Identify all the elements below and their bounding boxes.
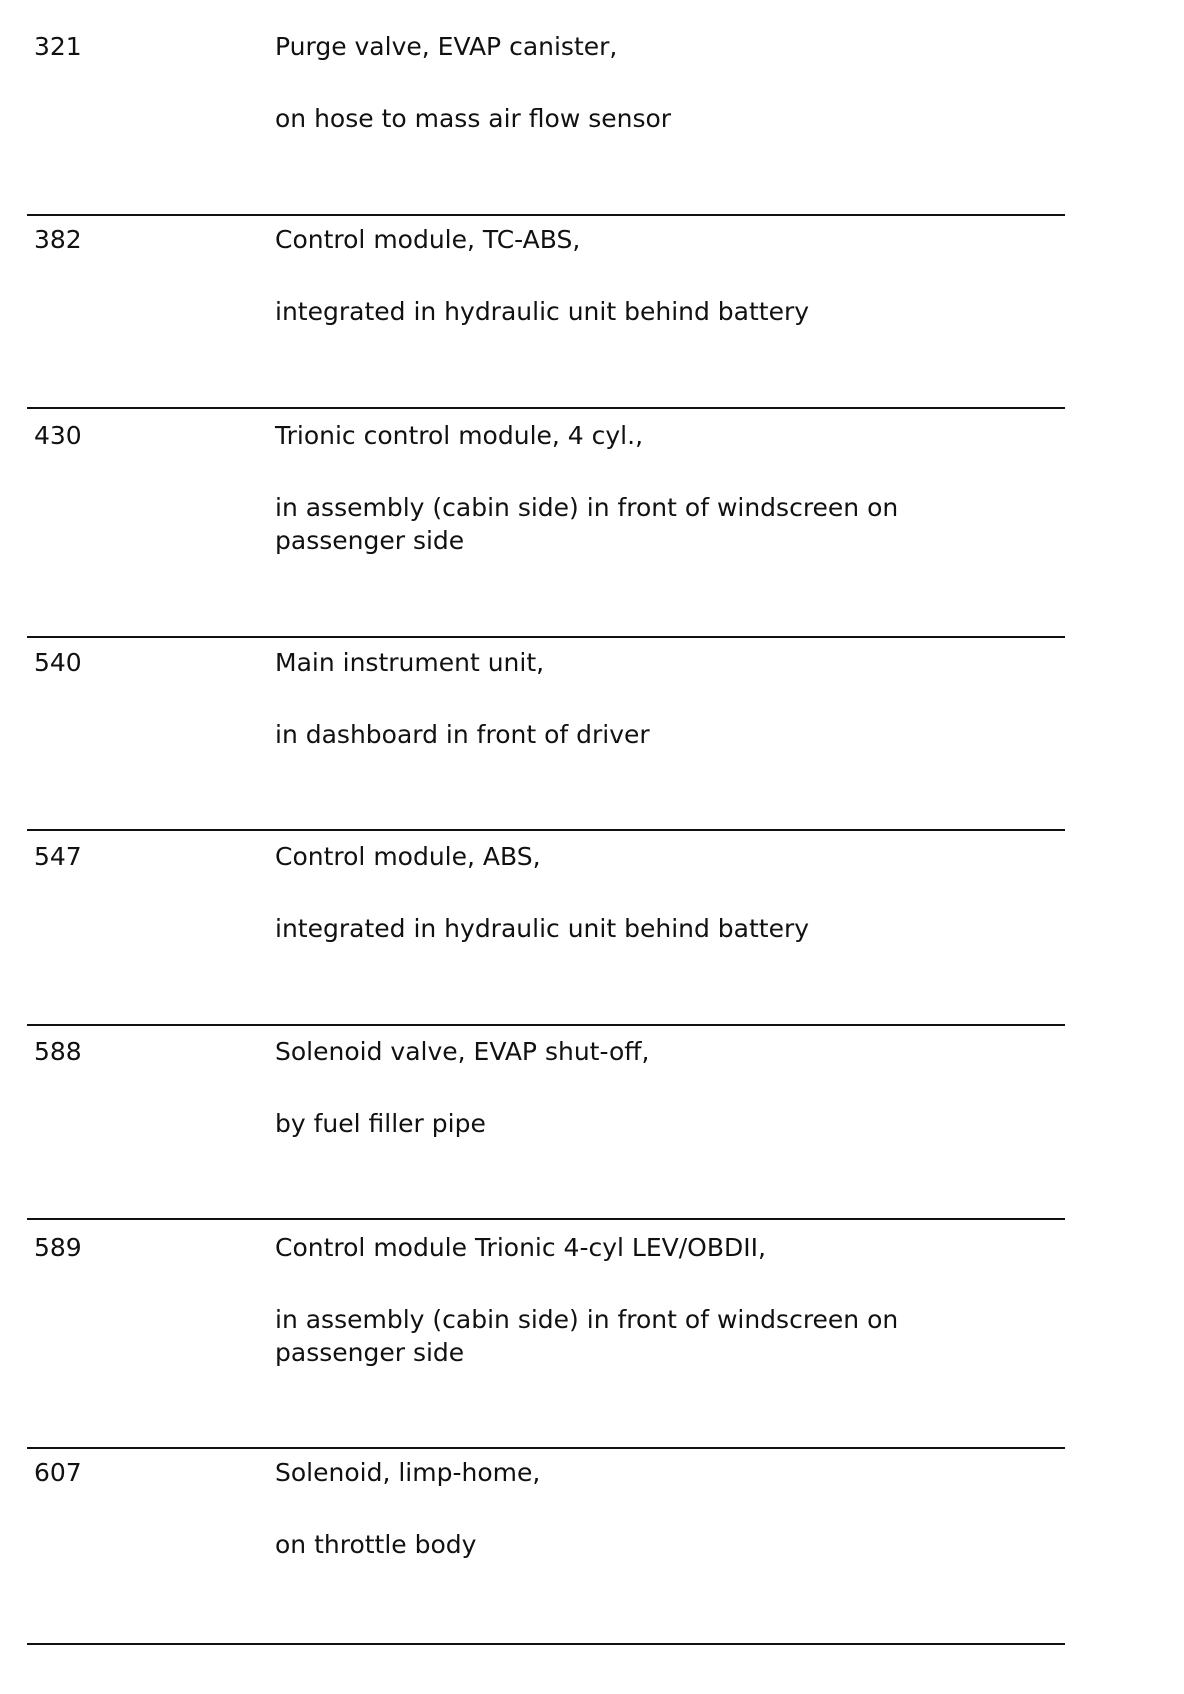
component-number: 588 xyxy=(34,1037,82,1066)
row-divider xyxy=(27,636,1065,638)
component-number: 430 xyxy=(34,421,82,450)
component-number: 382 xyxy=(34,225,82,254)
component-number: 607 xyxy=(34,1458,82,1487)
component-name: Trionic control module, 4 cyl., xyxy=(275,421,644,450)
component-name: Control module, ABS, xyxy=(275,842,541,871)
row-divider xyxy=(27,214,1065,216)
component-location: integrated in hydraulic unit behind battery xyxy=(275,297,810,326)
component-location: in assembly (cabin side) in front of windscreen on passenger side xyxy=(275,1305,899,1367)
component-number: 589 xyxy=(34,1233,82,1262)
component-location: by fuel filler pipe xyxy=(275,1109,486,1138)
component-name: Control module Trionic 4-cyl LEV/OBDII, xyxy=(275,1233,766,1262)
component-name: Solenoid valve, EVAP shut-off, xyxy=(275,1037,650,1066)
component-location: in assembly (cabin side) in front of windscreen on passenger side xyxy=(275,493,899,555)
component-location: integrated in hydraulic unit behind battery xyxy=(275,914,810,943)
row-divider xyxy=(27,1218,1065,1220)
row-divider xyxy=(27,407,1065,409)
component-name: Solenoid, limp-home, xyxy=(275,1458,541,1487)
row-divider xyxy=(27,829,1065,831)
row-divider xyxy=(27,1643,1065,1645)
component-number: 547 xyxy=(34,842,82,871)
component-name: Control module, TC-ABS, xyxy=(275,225,581,254)
row-divider xyxy=(27,1447,1065,1449)
component-location: in dashboard in front of driver xyxy=(275,720,650,749)
component-location: on hose to mass air flow sensor xyxy=(275,104,672,133)
component-name: Main instrument unit, xyxy=(275,648,545,677)
component-number: 540 xyxy=(34,648,82,677)
row-divider xyxy=(27,1024,1065,1026)
component-name: Purge valve, EVAP canister, xyxy=(275,32,618,61)
component-location: on throttle body xyxy=(275,1530,477,1559)
component-number: 321 xyxy=(34,32,82,61)
